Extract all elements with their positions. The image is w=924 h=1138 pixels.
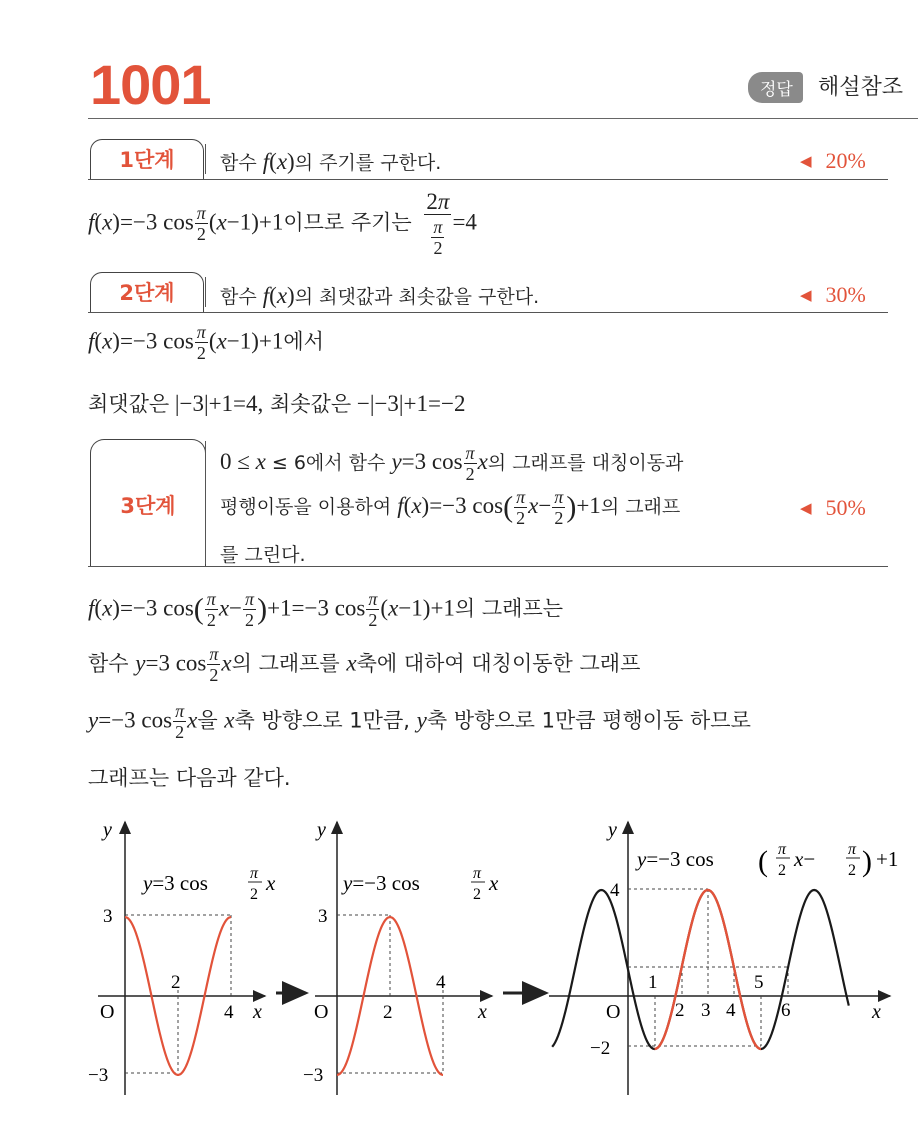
graph3-tick-4: 4: [610, 880, 620, 901]
graph1-tick-x4: 4: [224, 1002, 234, 1023]
graph3: [549, 819, 898, 1095]
svg-text:π: π: [473, 865, 482, 882]
problem-number: 1001: [90, 53, 211, 116]
svg-text:): ): [862, 845, 872, 878]
svg-text:y=−3 cos: y=−3 cos: [637, 847, 714, 871]
svg-text:π: π: [250, 865, 259, 882]
graph1-origin: O: [100, 1001, 115, 1023]
svg-text:π: π: [848, 841, 857, 858]
graph1-tick-x2: 2: [171, 972, 181, 993]
svg-text:x: x: [266, 871, 276, 895]
graph3-origin: O: [606, 1001, 621, 1023]
step1-description: 함수 f(x)의 주기를 구한다.: [220, 149, 442, 174]
graph2-x-label: x: [478, 1001, 487, 1023]
graph3-equation: [635, 841, 898, 879]
graph1-tick-neg3: −3: [88, 1065, 109, 1086]
graph1-tick-3: 3: [103, 906, 113, 927]
step3-desc-line2: 평행이동을 이용하여 f(x)=−3 cos( $\frac{\pi}{2}$ x− $\frac{\pi}{2}$ )+1의 그래프: [220, 487, 681, 528]
graph3-tick-x4: 4: [726, 1000, 736, 1021]
graph3-y-label: y: [608, 819, 617, 841]
graph2-origin: O: [314, 1001, 329, 1023]
step3-solution-line1: f(x)=−3 cos( $\frac{\pi}{2}$ x− $\frac{\pi}{2}$ )+1=−3 cos $\frac{\pi}{2}$ (x−1)+1의 그래프는: [88, 589, 564, 630]
graph2-y-label: y: [317, 819, 326, 841]
graph3-tick-x3: 3: [701, 1000, 711, 1021]
svg-text:2: 2: [473, 886, 481, 903]
svg-text:2: 2: [848, 862, 856, 879]
step3-solution-line4: 그래프는 다음과 같다.: [88, 766, 291, 790]
svg-text:y=3 cos: y=3 cos: [143, 871, 208, 895]
graph2-tick-x2: 2: [383, 1002, 393, 1023]
step3-percent: ◀ 50%: [800, 495, 866, 520]
svg-text:+1: +1: [876, 847, 899, 871]
graph3-tick-x5: 5: [754, 972, 764, 993]
answer-reference: 해설참조: [818, 75, 904, 100]
answer-badge: 정답: [748, 72, 803, 103]
graph2-tick-x4: 4: [436, 972, 446, 993]
step2-solution-line1: f(x)=−3 cos $\frac{\pi}{2}$ (x−1)+1에서: [88, 322, 324, 363]
svg-text:2: 2: [778, 862, 786, 879]
graph1-y-label: y: [103, 819, 112, 841]
svg-text:2: 2: [250, 886, 258, 903]
graph3-tick-x6: 6: [781, 1000, 791, 1021]
step2-tab: 2단계: [90, 272, 204, 313]
graph3-tick-x2: 2: [675, 1000, 685, 1021]
step1-solution: f(x)=−3 cos $\frac{\pi}{2}$ (x−1)+1이므로 주기는 $\frac{2\pi}{\frac{\pi}{2}}$ =4: [88, 189, 477, 258]
step2-description: 함수 f(x)의 최댓값과 최솟값을 구한다.: [220, 283, 540, 308]
graph1-x-label: x: [253, 1001, 262, 1023]
step3-desc-line1: 0 ≤ x ≤ 6에서 함수 y=3 cos $\frac{\pi}{2}$ x의 그래프를 대칭이동과: [220, 443, 684, 484]
step3-tab: 3단계: [120, 494, 176, 518]
graph3-tick-x1: 1: [648, 972, 658, 993]
step3-desc-line3: 를 그린다.: [220, 544, 306, 566]
graph3-curve-full: [552, 890, 849, 1049]
graph2-tick-neg3: −3: [303, 1065, 324, 1086]
graph2: [303, 819, 499, 1095]
step3-solution-line3: y=−3 cos $\frac{\pi}{2}$ x을 x축 방향으로 1만큼, y축 방향으로 1만큼 평행이동 하므로: [88, 701, 751, 742]
step2-solution-line2: 최댓값은 |−3|+1=4, 최솟값은 −|−3|+1=−2: [88, 391, 466, 416]
graph2-equation: [341, 865, 499, 903]
graph3-x-label: x: [872, 1001, 881, 1023]
step2-percent: ◀ 30%: [800, 282, 866, 307]
svg-text:y=−3 cos: y=−3 cos: [343, 871, 420, 895]
svg-text:x−: x−: [794, 847, 816, 871]
graph1: [88, 819, 276, 1095]
graph1-equation: [141, 865, 276, 903]
step3-solution-line2: 함수 y=3 cos $\frac{\pi}{2}$ x의 그래프를 x축에 대하여 대칭이동한 그래프: [88, 644, 641, 685]
graph2-tick-3: 3: [318, 906, 328, 927]
step1-tab: 1단계: [90, 139, 204, 180]
svg-text:π: π: [778, 841, 787, 858]
svg-text:(: (: [758, 845, 768, 878]
step1-percent: ◀ 20%: [800, 148, 866, 173]
svg-text:x: x: [489, 871, 499, 895]
graph3-tick-neg2: −2: [590, 1038, 611, 1059]
